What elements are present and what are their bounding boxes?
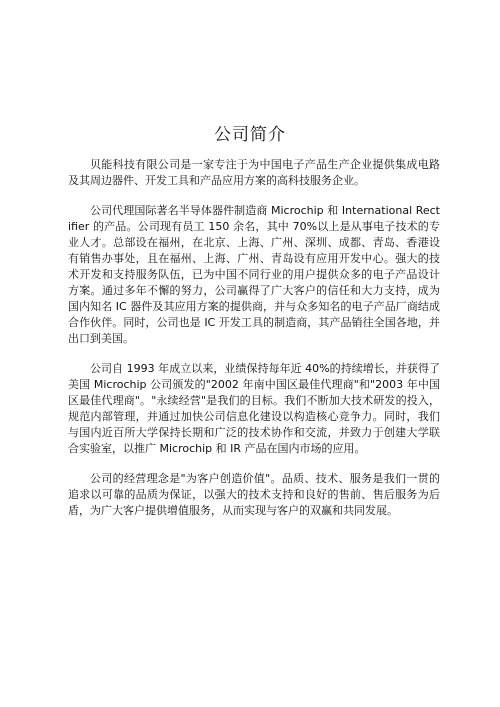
document-body [68, 157, 440, 533]
paragraph-growth: 公司自 1993 年成立以来，业绩保持每年近 40%的持续增长，并获得了美国 Microchip 公司颁发的"2002 年南中国区最佳代理商"和"2003 年中国区最佳代理商"。"永续经营"是我们的目标。我们不断加大技术研发的投入，规范内部管理，并通过加快公司信息化建设以构造核心竞争力。同时，我们与国内近百所大学保持长期和广泛的技术协作和交流，并致力于创建大学联合实验室，以推广 Microchip 和 IR 产品在国内市场的应用。 [68, 362, 440, 455]
paragraph-agency: 公司代理国际著名半导体器件制造商 Microchip 和 International Rectifier 的产品。公司现有员工 150 余名，其中 70%以上是从事电子技术的专业人才。总部设在福州，在北京、上海、广州、深圳、成都、青岛、香港设有销售办事处，且在福州、上海、广州、青岛设有应用开发中心。强大的技术开发和支持服务队伍，已为中国不同行业的用户提供众多的电子产品设计方案。通过多年不懈的努力，公司赢得了广大客户的信任和大力支持，成为国内知名 IC 器件及其应用方案的提供商，并与众多知名的电子产品厂商结成合作伙伴。同时，公司也是 IC 开发工具的制造商，其产品销往全国各地，并出口到美国。 [68, 204, 440, 345]
page-title: 公司简介 [214, 125, 286, 145]
paragraph-philosophy: 公司的经营理念是"为客户创造价值"。品质、技术、服务是我们一贯的追求以可靠的品质为保证，以强大的技术支持和良好的售前、售后服务为后盾，为广大客户提供增值服务，从而实现与客户的双赢和共同发展。 [68, 472, 440, 517]
paragraph-intro: 贝能科技有限公司是一家专注于为中国电子产品生产企业提供集成电路及其周边器件、开发工具和产品应用方案的高科技服务企业。 [68, 158, 440, 187]
